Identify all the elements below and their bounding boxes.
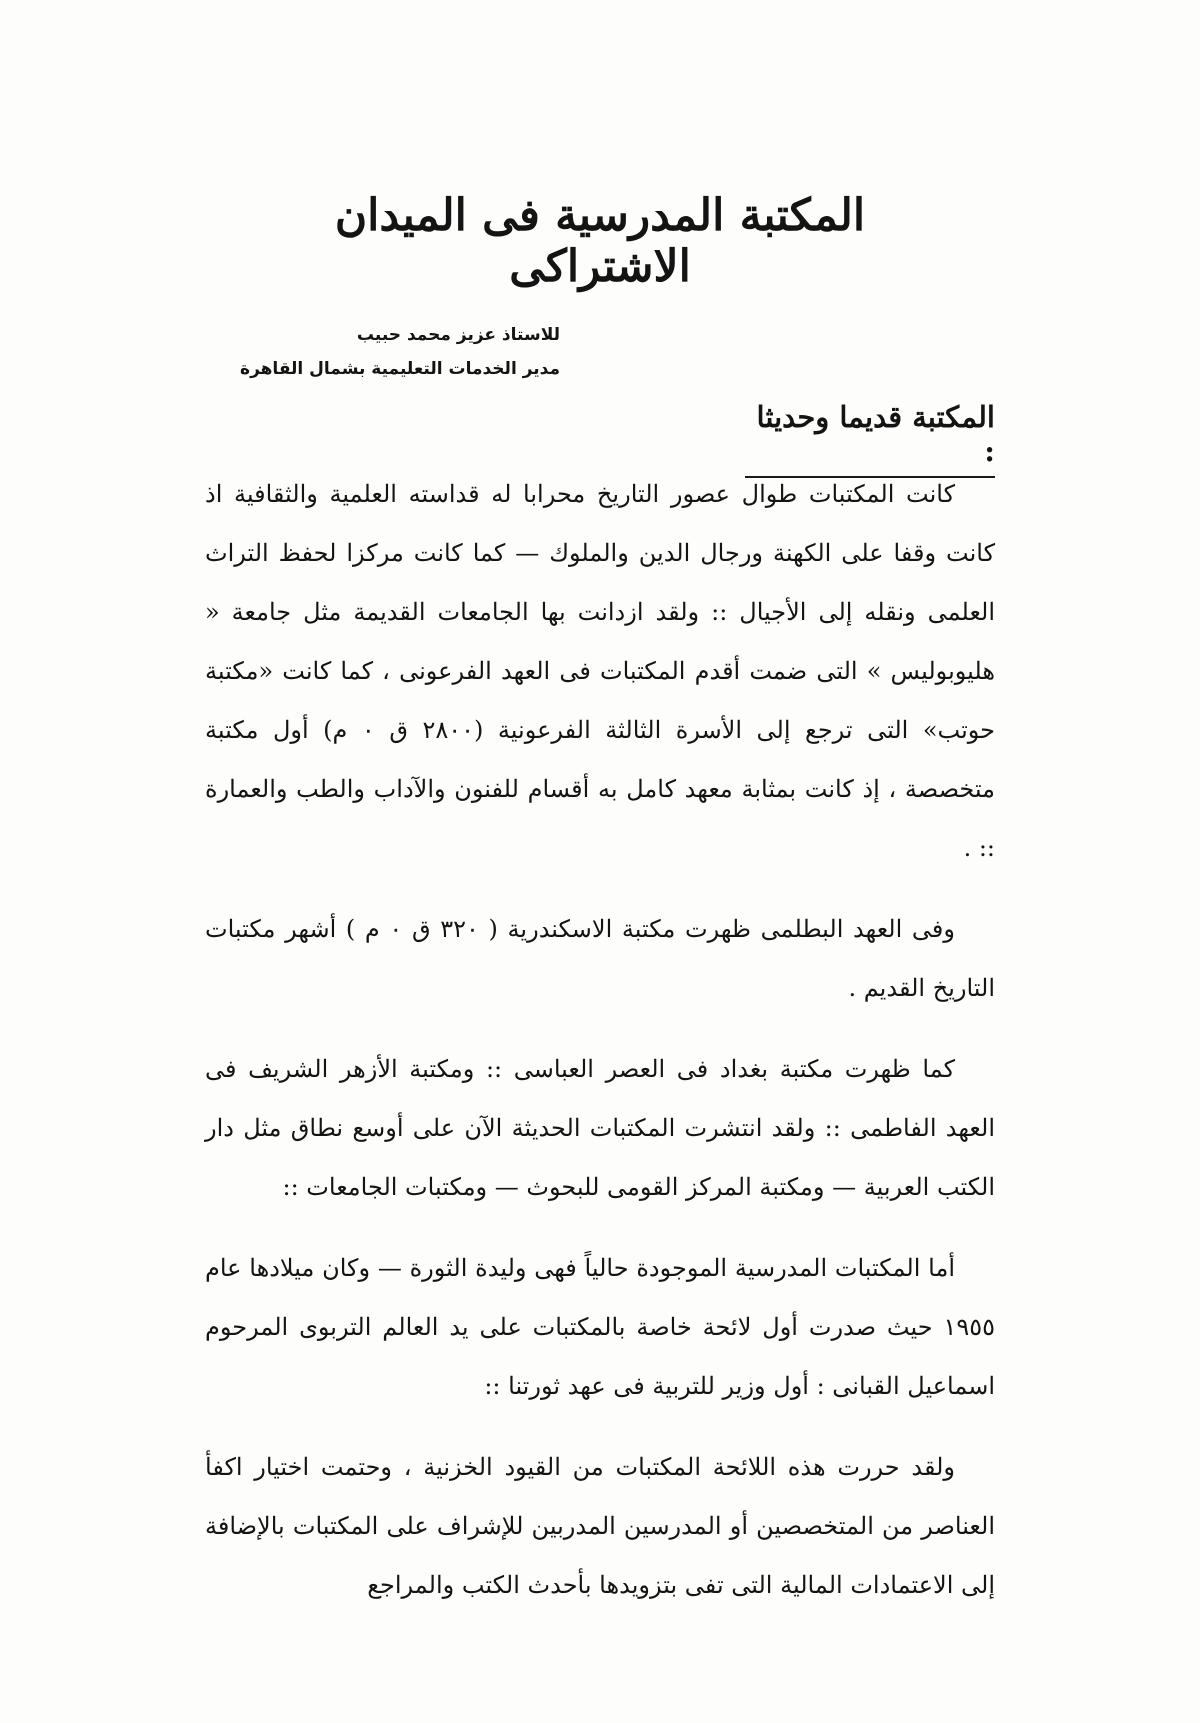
article-body — [205, 465, 995, 1637]
paragraph: ولقد حررت هذه اللائحة المكتبات من القيود الخزنية ، وحتمت اختيار اكفأ العناصر من المتخصصين أو المدرسين المدربين للإشراف على المكتبات بالإضافة إلى الاعتمادات المالية التى تفى بتزويدها بأحدث الكتب والمراجع — [205, 1453, 995, 1599]
paragraph: أما المكتبات المدرسية الموجودة حالياً فهى وليدة الثورة — وكان ميلادها عام ١٩٥٥ حيث صدرت أول لائحة خاصة بالمكتبات على يد العالم التربوى المرحوم اسماعيل القبانى : أول وزير للتربية فى عهد ثورتنا :: — [205, 1254, 995, 1400]
paragraph: وفى العهد البطلمى ظهرت مكتبة الاسكندرية ( ٣٢٠ ق ٠ م ) أشهر مكتبات التاريخ القديم . — [205, 915, 995, 1002]
author-role: مدير الخدمات التعليمية بشمال القاهرة — [240, 359, 560, 379]
section-heading: المكتبة قديما وحديثا : — [745, 400, 995, 478]
author-name: للاستاذ عزيز محمد حبيب — [356, 325, 560, 345]
document-title: المكتبة المدرسية فى الميدان الاشتراكى — [334, 190, 866, 292]
paragraph: كانت المكتبات طوال عصور التاريخ محرابا له قداسته العلمية والثقافية اذ كانت وقفا على الكهنة ورجال الدين والملوك — كما كانت مركزا لحفظ التراث العلمى ونقله إلى الأجيال :: ولقد ازدانت بها الجامعات القديمة مثل جامعة « هليوبوليس » التى ضمت أقدم المكتبات فى العهد الفرعونى ، كما كانت «مكتبة حوتب» التى ترجع إلى الأسرة الثالثة الفرعونية (٢٨٠٠ ق ٠ م) أول مكتبة متخصصة ، إذ كانت بمثابة معهد كامل به أقسام للفنون والآداب والطب والعمارة :: . — [205, 480, 996, 862]
author-block — [160, 318, 560, 386]
paragraph: كما ظهرت مكتبة بغداد فى العصر العباسى :: ومكتبة الأزهر الشريف فى العهد الفاطمى :: ولقد انتشرت المكتبات الحديثة الآن على أوسع نطاق مثل دار الكتب العربية — ومكتبة المركز القومى للبحوث — ومكتبات الجامعات :: — [205, 1055, 995, 1201]
